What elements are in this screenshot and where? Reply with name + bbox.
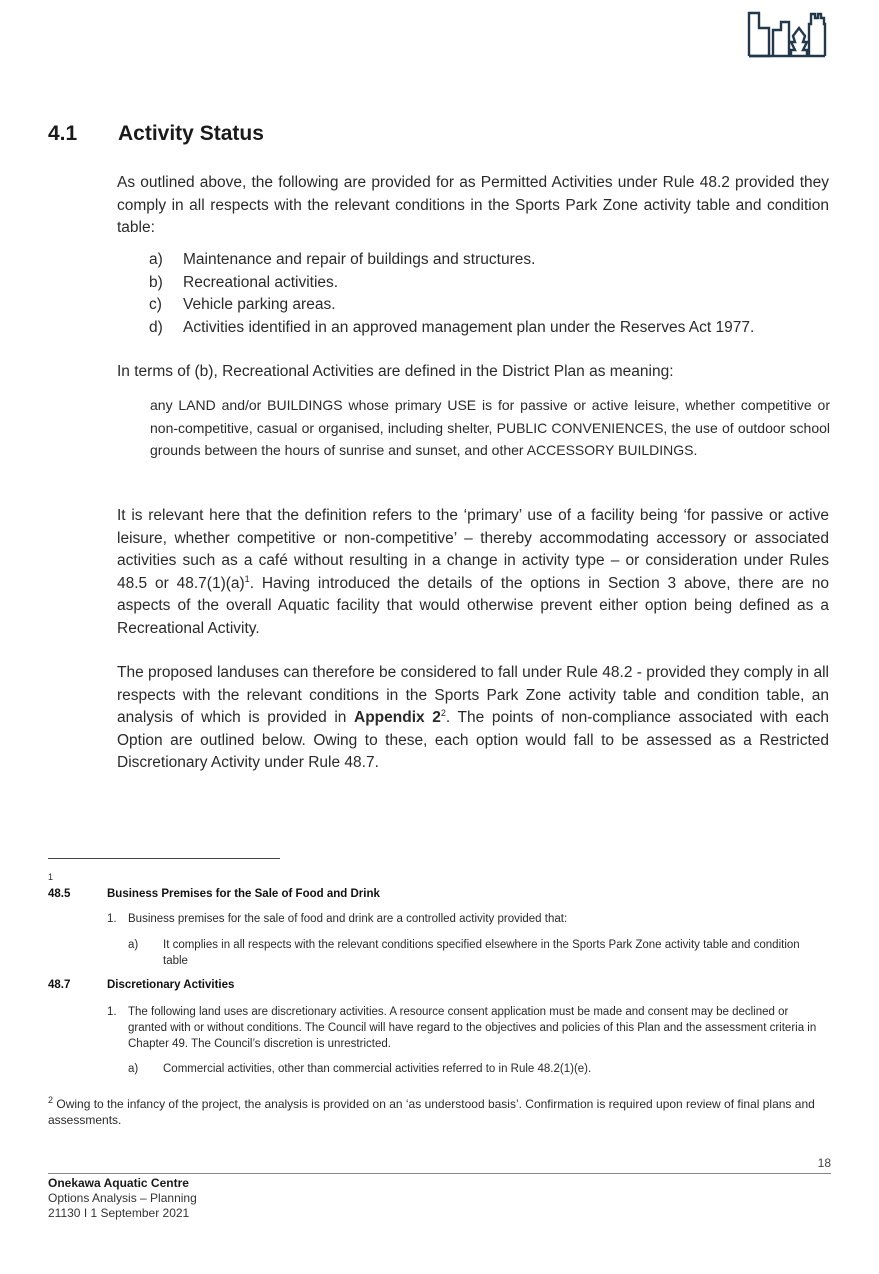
subitem-label: a) [128, 1063, 139, 1075]
footer-document: Options Analysis – Planning [48, 1191, 197, 1205]
section-number: 4.1 [48, 122, 78, 145]
list-item-label: a) [149, 251, 163, 268]
rule-48-5-heading [48, 888, 380, 900]
proposed-landuses-paragraph [117, 662, 829, 775]
definition-quote: any LAND and/or BUILDINGS whose primary USE is for passive or active leisure, whether competitive or non-competitive, casual or organised, including shelter, PUBLIC CONVENIENCES, the use of outdoor school grounds between the hours of sunrise and sunset, and other ACCESSORY BUILDINGS. [150, 397, 830, 458]
castle-tree-logo-icon [747, 10, 827, 58]
subitem-label: a) [128, 939, 139, 951]
permitted-activities-list [149, 249, 839, 339]
list-item-label: d) [149, 318, 163, 336]
item-text: The following land uses are discretionary activities. A resource consent application must be made and consent may be declined or granted with or without conditions. The Council will have regard to the objectives and policies of this Plan and the assessment criteria in Chapter 49. The Council’s discretion is unrestricted. [128, 1006, 817, 1050]
subitem-text: Commercial activities, other than commercial activities referred to in Rule 48.2(1)(e). [163, 1063, 592, 1075]
rule-48-7-subitem [128, 1061, 818, 1077]
list-item [149, 272, 839, 295]
appendix-reference: Appendix 2 [354, 709, 441, 726]
subitem-text: It complies in all respects with the relevant conditions specified elsewhere in the Sports Park Zone activity table and condition table [163, 939, 800, 967]
list-item-label: b) [149, 273, 163, 291]
relevance-text-start: It is relevant here that the definition refers to the ‘primary’ use of a facility being ‘for passive or active leisure, whether competitive or non-competitive’ – thereby accommodating accessory or associated activities such as a café without resulting in a change in activity type – or consideration under Rules 48.5 or 48.7(1)(a) [117, 507, 829, 592]
document-footer [48, 1176, 197, 1221]
definition-intro: In terms of (b), Recreational Activities are defined in the District Plan as meaning: [117, 363, 674, 380]
item-number: 1. [107, 1006, 117, 1018]
list-item-label: c) [149, 296, 162, 313]
relevance-paragraph [117, 505, 829, 640]
rule-48-5-item [107, 911, 827, 927]
item-number: 1. [107, 913, 117, 925]
section-heading [48, 122, 264, 146]
list-item-text: Maintenance and repair of buildings and structures. [183, 251, 536, 268]
proposed-text-start: The proposed landuses can therefore be considered to fall under Rule 48.2 - provided they comply in all respects with the relevant conditions in the Sports Park Zone activity table and condition table, an analysis of which is provided in [117, 664, 829, 726]
page-number: 18 [817, 1156, 831, 1170]
rule-title: Discretionary Activities [107, 979, 235, 991]
footnote-ref-2[interactable]: 2 [440, 707, 446, 718]
list-item [149, 317, 839, 340]
rule-title: Business Premises for the Sale of Food and Drink [107, 888, 380, 900]
footnote-2-marker: 2 [48, 1095, 54, 1105]
rule-code: 48.7 [48, 979, 71, 991]
footnote-2 [48, 1096, 831, 1128]
item-text: Business premises for the sale of food and drink are a controlled activity provided that: [128, 913, 568, 925]
rule-48-7-heading [48, 979, 234, 991]
footnote-2-text: Owing to the infancy of the project, the analysis is provided on an ‘as understood basis’. Confirmation is required upon review of final plans and assessments. [48, 1097, 815, 1127]
proposed-text-end: . The points of non-compliance associated with each Option are outlined below. Owing to these, each option would fall to be assessed as a Restricted Discretionary Activity under Rule 48.7. [117, 709, 829, 771]
rule-48-5-subitem [128, 937, 818, 969]
list-item-text: Vehicle parking areas. [183, 296, 336, 313]
footer-separator [48, 1173, 831, 1174]
list-item [149, 294, 839, 317]
rule-48-7-item [107, 1004, 827, 1052]
list-item [149, 249, 839, 272]
footnote-ref-1[interactable]: 1 [244, 573, 250, 584]
section-title: Activity Status [118, 122, 264, 145]
footnote-separator [48, 858, 280, 859]
list-item-text: Recreational activities. [183, 273, 339, 291]
footer-reference: 21130 I 1 September 2021 [48, 1206, 190, 1220]
footer-project: Onekawa Aquatic Centre [48, 1176, 189, 1190]
rule-code: 48.5 [48, 888, 71, 900]
footnote-1-marker: 1 [48, 872, 54, 882]
relevance-text-end: . Having introduced the details of the options in Section 3 above, there are no aspects of the overall Aquatic facility that would otherwise prevent either option being defined as a Recreational Activity. [117, 574, 829, 637]
intro-paragraph: As outlined above, the following are provided for as Permitted Activities under Rule 48.2 provided they comply in all respects with the relevant conditions in the Sports Park Zone activity table and condition table: [117, 174, 829, 236]
list-item-text: Activities identified in an approved management plan under the Reserves Act 1977. [183, 318, 755, 336]
